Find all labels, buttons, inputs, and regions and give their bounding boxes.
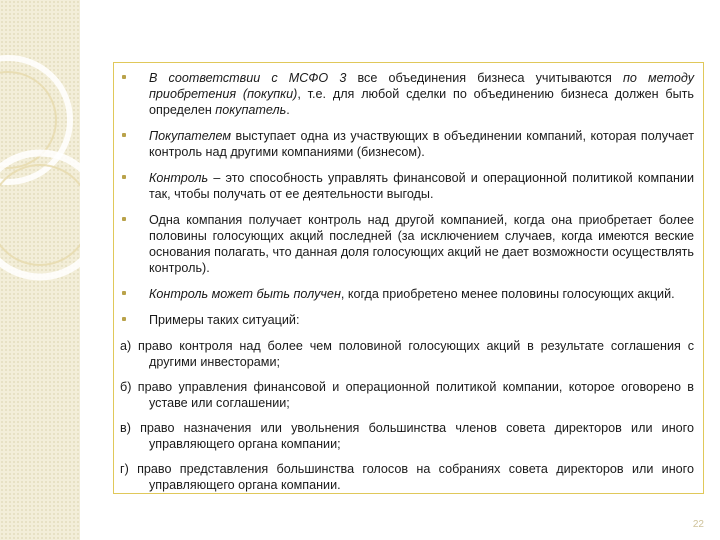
italic-text: В соответствии с МСФО 3 — [149, 71, 347, 85]
page-number: 22 — [692, 519, 704, 530]
italic-text: Контроль — [149, 171, 209, 185]
bullet-marker-icon — [122, 75, 126, 79]
bullet-paragraph — [120, 312, 694, 328]
italic-text: покупатель — [215, 103, 287, 117]
bullet-marker-icon — [122, 175, 126, 179]
text: , когда приобретено менее половины голосующих акций. — [340, 287, 675, 301]
slide-content — [120, 70, 694, 502]
decorative-sidebar — [0, 0, 80, 540]
example-list — [120, 338, 694, 493]
text: , т.е. для любой сделки по объединению бизнеса должен быть определен — [149, 87, 694, 117]
text: – это способность управлять финансовой и операционной политикой компании так, чтобы получать от ее деятельности выгоды. — [149, 171, 694, 201]
bullet-marker-icon — [122, 133, 126, 137]
bullet-marker-icon — [122, 291, 126, 295]
bullet-list — [120, 70, 694, 328]
italic-text: Контроль может быть получен — [149, 287, 341, 301]
example-item: в) право назначения или увольнения большинства членов совета директоров или иного управляющего органа компании; — [120, 421, 694, 451]
text: Одна компания получает контроль над другой компанией, когда она приобретает более половины голосующих акций последней (за исключением случаев, когда имеются веские основания полагать, что данная доля голосующих акций не дает возможности осуществлять контроль). — [149, 213, 694, 275]
bullet-paragraph — [120, 70, 694, 118]
italic-text: Покупателем — [149, 129, 231, 143]
text: выступает одна из участвующих в объединении компаний, которая получает контроль над другими компаниями (бизнесом). — [149, 129, 694, 159]
bullet-paragraph — [120, 286, 694, 302]
text: все объединения бизнеса учитываются — [346, 71, 623, 85]
text: Примеры таких ситуаций: — [149, 313, 300, 327]
italic-text: по методу приобретения (покупки) — [149, 71, 694, 101]
bullet-paragraph — [120, 212, 694, 276]
bullet-paragraph — [120, 170, 694, 202]
bullet-marker-icon — [122, 217, 126, 221]
decorative-circles — [0, 0, 80, 540]
bullet-paragraph — [120, 128, 694, 160]
bullet-marker-icon — [122, 317, 126, 321]
example-item: а) право контроля над более чем половиной голосующих акций в результате соглашения с другими инвесторами; — [120, 339, 694, 369]
example-item: г) право представления большинства голосов на собраниях совета директоров или иного управляющего органа компании. — [120, 462, 694, 492]
text: . — [286, 103, 290, 117]
example-item: б) право управления финансовой и операционной политикой компании, которое оговорено в уставе или соглашении; — [120, 380, 694, 410]
